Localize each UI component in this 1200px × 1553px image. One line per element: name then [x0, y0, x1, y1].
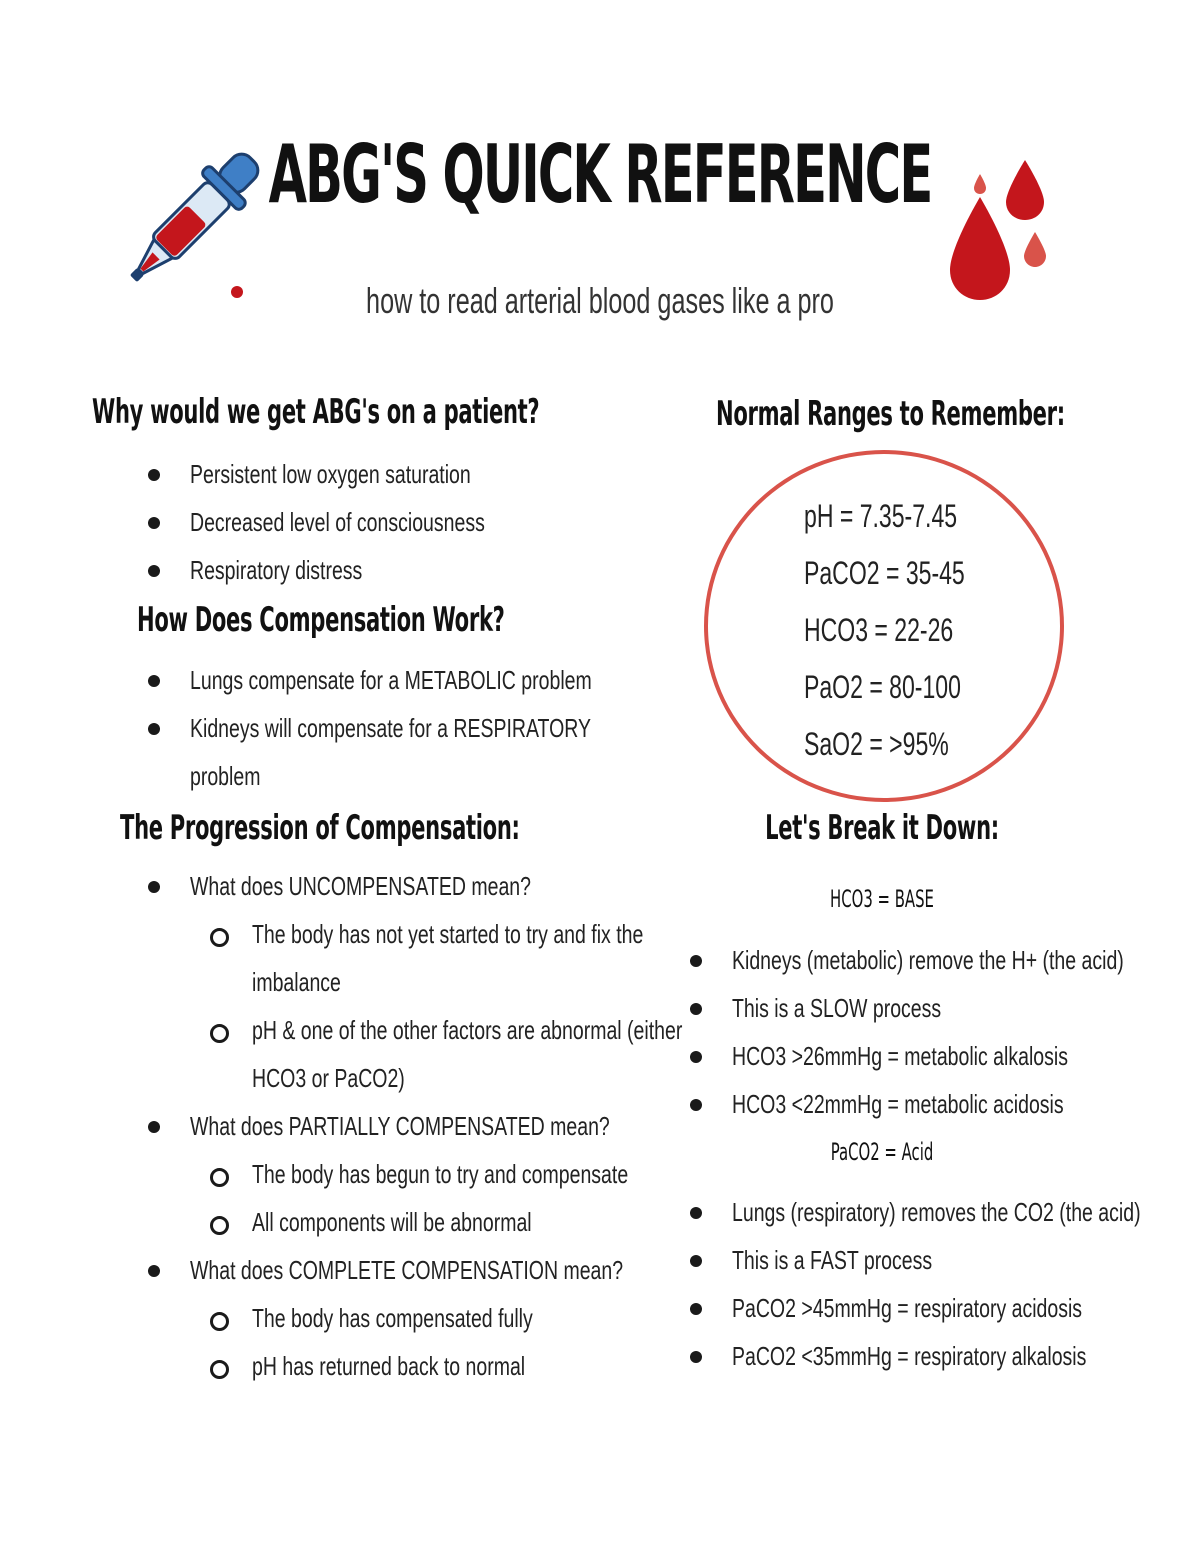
- list-item: Respiratory distress: [148, 546, 583, 594]
- list-item: Lungs (respiratory) removes the CO2 (the acid): [690, 1188, 1200, 1236]
- range-item: SaO2 = >95%: [804, 726, 949, 762]
- range-item: PaO2 = 80-100: [804, 669, 961, 705]
- acid-list: [690, 1188, 1200, 1380]
- progression-heading: The Progression of Compensation:: [120, 808, 520, 848]
- sub-list-item: The body has compensated fully: [148, 1294, 826, 1342]
- sub-list-item: pH & one of the other factors are abnormal (either: [148, 1006, 826, 1054]
- list-item: HCO3 >26mmHg = metabolic alkalosis: [690, 1032, 1200, 1080]
- list-item: Persistent low oxygen saturation: [148, 450, 583, 498]
- list-item: What does COMPLETE COMPENSATION mean?: [148, 1246, 826, 1294]
- sub-list-item: pH has returned back to normal: [148, 1342, 826, 1390]
- range-item: pH = 7.35-7.45: [804, 498, 958, 534]
- list-item: What does UNCOMPENSATED mean?: [148, 862, 826, 910]
- page-subtitle: how to read arterial blood gases like a pro: [366, 280, 834, 321]
- sub-list-item-continued: HCO3 or PaCO2): [252, 1063, 405, 1093]
- sub-list-item: The body has begun to try and compensate: [148, 1150, 826, 1198]
- list-item: This is a FAST process: [690, 1236, 1200, 1284]
- list-item: PaCO2 <35mmHg = respiratory alkalosis: [690, 1332, 1200, 1380]
- normal-ranges-list: [804, 488, 1027, 773]
- range-item: HCO3 = 22-26: [804, 612, 954, 648]
- list-item: Kidneys will compensate for a RESPIRATORY: [148, 704, 726, 752]
- list-item: What does PARTIALLY COMPENSATED mean?: [148, 1102, 826, 1150]
- list-item: Lungs compensate for a METABOLIC problem: [148, 656, 726, 704]
- list-item: PaCO2 >45mmHg = respiratory acidosis: [690, 1284, 1200, 1332]
- list-item: Decreased level of consciousness: [148, 498, 583, 546]
- range-item: PaCO2 = 35-45: [804, 555, 965, 591]
- page-title: ABG'S QUICK REFERENCE: [268, 128, 932, 221]
- compensation-list: [148, 656, 726, 800]
- list-item-continued: problem: [190, 761, 261, 791]
- normal-ranges-heading: Normal Ranges to Remember:: [716, 394, 1065, 434]
- why-list: [148, 450, 583, 594]
- acid-heading: PaCO2 = Acid: [830, 1138, 934, 1166]
- sub-list-item: The body has not yet started to try and fix the: [148, 910, 826, 958]
- base-list: [690, 936, 1200, 1128]
- list-item: HCO3 <22mmHg = metabolic acidosis: [690, 1080, 1200, 1128]
- sub-list-item: All components will be abnormal: [148, 1198, 826, 1246]
- breakdown-heading: Let's Break it Down:: [765, 808, 999, 848]
- list-item: Kidneys (metabolic) remove the H+ (the acid): [690, 936, 1200, 984]
- base-heading: HCO3 = BASE: [830, 885, 934, 913]
- why-heading: Why would we get ABG's on a patient?: [92, 392, 540, 432]
- list-item: This is a SLOW process: [690, 984, 1200, 1032]
- sub-list-item-continued: imbalance: [252, 967, 341, 997]
- compensation-heading: How Does Compensation Work?: [137, 600, 505, 640]
